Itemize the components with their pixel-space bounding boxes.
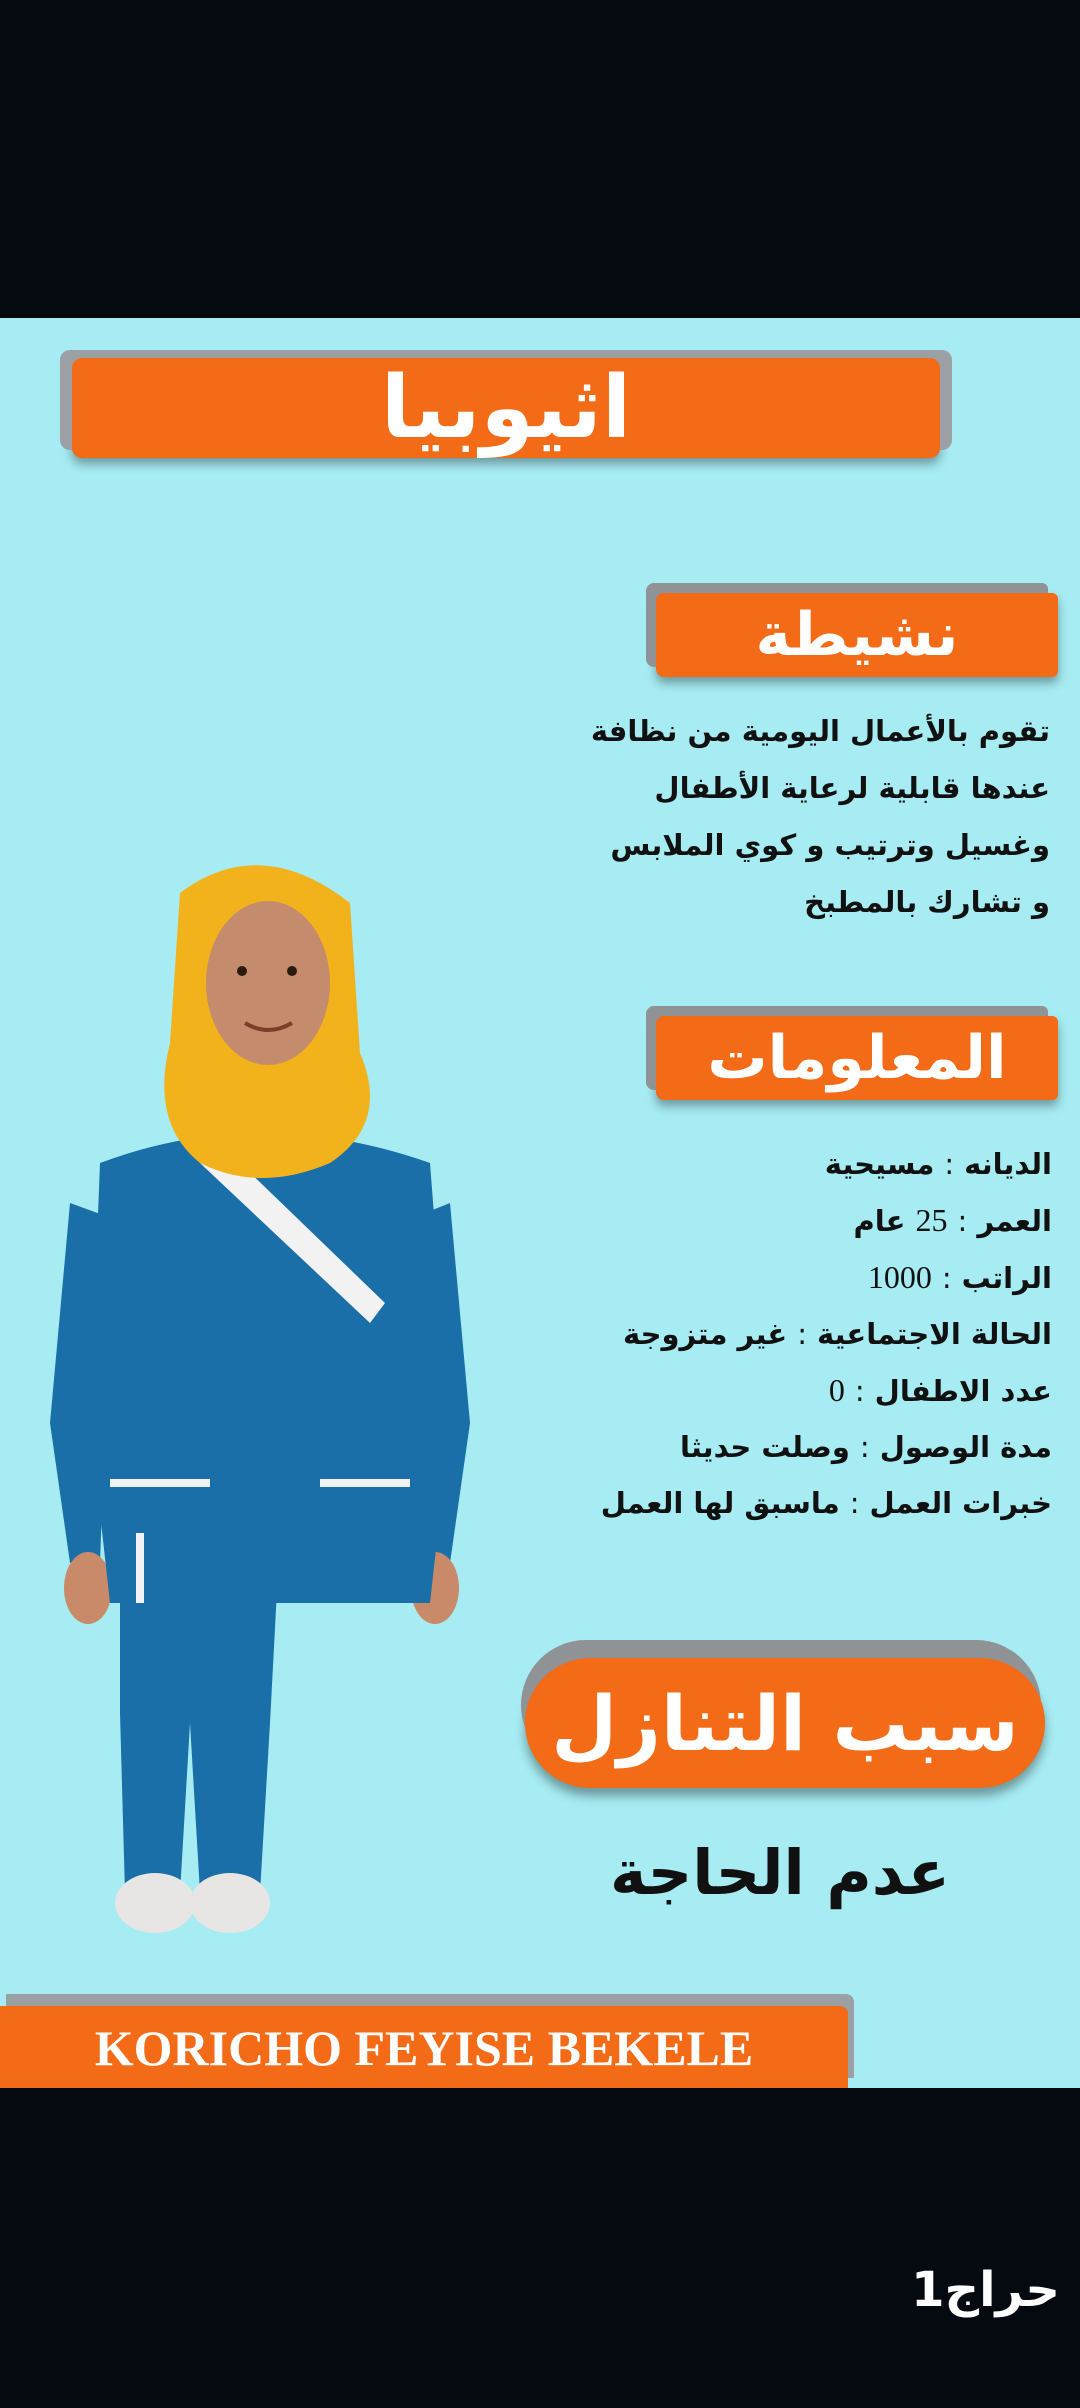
age-unit: عام: [853, 1204, 906, 1238]
country-banner: [72, 358, 940, 458]
marital-value: غير متزوجة: [623, 1317, 788, 1351]
duties-description: [530, 703, 1050, 931]
reason-title-text: سبب التنازل: [551, 1678, 1019, 1768]
salary-label: الراتب: [961, 1261, 1052, 1295]
duty-line: وغسيل وترتيب و كوي الملابس: [610, 828, 1050, 862]
experience-label: خبرات العمل: [869, 1486, 1052, 1520]
footer-label: حراج1: [911, 2262, 1060, 2318]
duty-line: تقوم بالأعمال اليومية من نظافة: [590, 714, 1050, 748]
religion-label: الديانه: [964, 1147, 1052, 1181]
salary-value: 1000: [867, 1259, 932, 1295]
active-section-title: [656, 593, 1058, 677]
age-label: العمر: [977, 1204, 1052, 1238]
age-value: 25: [915, 1202, 948, 1238]
arrival-label: مدة الوصول: [879, 1430, 1052, 1464]
ad-poster-image: [0, 318, 1080, 2088]
duty-line: عندها قابلية لرعاية الأطفال: [654, 771, 1050, 805]
info-row-religion: الديانه:مسيحية: [824, 1147, 1052, 1181]
info-row-children: عدد الاطفال:0: [828, 1372, 1052, 1408]
info-row-marital: الحالة الاجتماعية:غير متزوجة: [623, 1317, 1052, 1351]
info-row-experience: خبرات العمل:ماسبق لها العمل: [600, 1486, 1052, 1520]
marital-label: الحالة الاجتماعية: [816, 1317, 1052, 1351]
reason-title-pill: [525, 1658, 1045, 1788]
reason-value: عدم الحاجة: [610, 1836, 950, 1909]
info-row-age: العمر:25 عام: [853, 1202, 1052, 1238]
country-title: اثيوبيا: [380, 358, 632, 458]
info-row-arrival: مدة الوصول:وصلت حديثا: [679, 1430, 1052, 1464]
duty-line: و تشارك بالمطبخ: [804, 885, 1050, 919]
children-label: عدد الاطفال: [874, 1374, 1052, 1408]
info-row-salary: الراتب:1000: [867, 1259, 1052, 1295]
experience-value: ماسبق لها العمل: [600, 1486, 840, 1520]
active-title-text: نشيطة: [755, 600, 959, 670]
arrival-value: وصلت حديثا: [679, 1430, 850, 1464]
religion-value: مسيحية: [824, 1147, 935, 1181]
info-list: [492, 1136, 1052, 1531]
children-value: 0: [828, 1372, 845, 1408]
info-title-text: المعلومات: [707, 1023, 1007, 1093]
worker-name-bar: [0, 2006, 848, 2088]
info-section-title: [656, 1016, 1058, 1100]
worker-photo: [30, 603, 510, 1953]
worker-name: KORICHO FEYISE BEKELE: [94, 2020, 754, 2076]
